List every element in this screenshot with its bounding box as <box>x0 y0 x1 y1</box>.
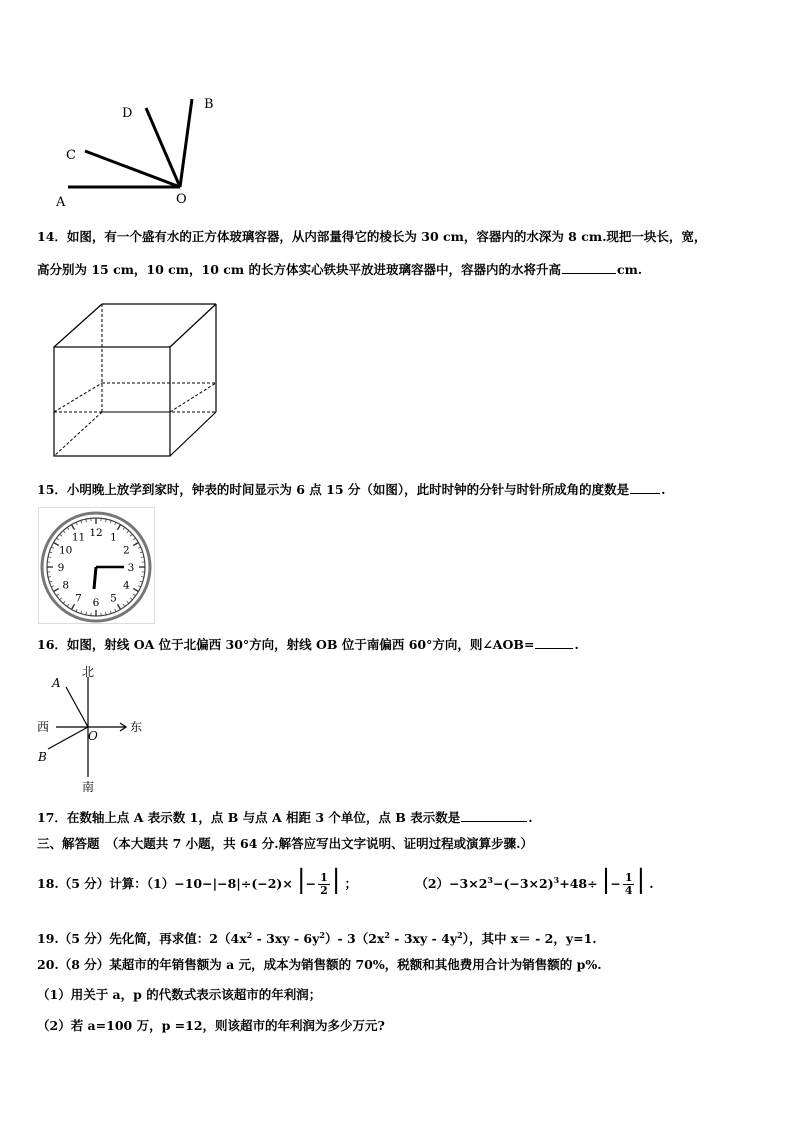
q18-paren-frac1: |− $\frac{1}{2}$ | <box>296 865 341 898</box>
clock-number: 2 <box>122 544 130 557</box>
question-20-part-2: （2）若 a=100 万，p =12，则该超市的年利润为多少万元? <box>37 1018 385 1033</box>
north-label: 北 <box>82 665 95 679</box>
clock-number: 1 <box>110 531 117 544</box>
origin-label: O <box>88 729 98 743</box>
clock-number: 3 <box>127 562 135 574</box>
answer-blank-17[interactable] <box>461 809 527 822</box>
q18-expr1: −10−|−8|÷(−2)× <box>174 876 293 892</box>
q17-end: . <box>528 810 533 825</box>
east-label: 东 <box>130 720 143 734</box>
ray-b-label: B <box>38 750 47 764</box>
clock-number: 6 <box>92 597 100 609</box>
question-20: 20.（8 分）某超市的年销售额为 a 元，成本为销售额的 70%，税额和其他费用合计为销售额的 p%. <box>37 957 602 972</box>
question-19: 19.（5 分）先化简，再求值：$2(4x^2 - 3xy - 6y^2)-$ $3(2x^2 - 3xy - 4y^2)$，其中 x＝ - 2，y=1. <box>37 930 597 947</box>
clock-number: 8 <box>62 579 70 592</box>
q18-part2: （2） <box>415 876 450 892</box>
q16-text: 16．如图，射线 OA 位于北偏西 30°方向，射线 OB 位于南偏西 60°方向，则∠AOB= <box>37 637 535 652</box>
ray-a-label: A <box>52 676 61 690</box>
compass-direction-figure <box>34 663 149 795</box>
clock-number: 4 <box>122 579 130 592</box>
question-20-part-1: （1）用关于 a，p 的代数式表示该超市的年利润； <box>37 987 322 1002</box>
clock-number: 5 <box>110 592 117 605</box>
q14-unit: cm. <box>616 262 643 277</box>
q15-end: . <box>661 482 666 497</box>
question-17 <box>37 809 533 826</box>
clock-number: 11 <box>71 531 86 544</box>
angle-rays-figure <box>50 90 230 215</box>
clock-number: 12 <box>89 527 103 539</box>
label-o: O <box>176 192 187 207</box>
clock-figure <box>38 507 155 624</box>
q15-text: 15．小明晚上放学到家时，钟表的时间显示为 6 点 15 分（如图），此时时钟的分针与时针所成角的度数是 <box>37 482 630 497</box>
q14-text: 高分别为 15 cm，10 cm，10 cm 的长方体实心铁块平放进玻璃容器中，容器内的水将升高 <box>37 262 561 277</box>
q17-text: 17．在数轴上点 A 表示数 1，点 B 与点 A 相距 3 个单位，点 B 表示数是 <box>37 810 461 825</box>
hour-hand <box>94 567 96 589</box>
q18-paren-frac2: |− $\frac{1}{4}$ | <box>601 865 646 898</box>
clock-number: 7 <box>75 592 82 605</box>
question-15 <box>37 481 666 498</box>
label-d: D <box>122 106 133 121</box>
label-c: C <box>66 148 76 163</box>
question-14-line1: 14．如图，有一个盛有水的正方体玻璃容器，从内部量得它的棱长为 30 cm，容器内的水深为 8 cm.现把一块长，宽， <box>37 229 707 244</box>
answer-blank-15[interactable] <box>630 481 660 494</box>
cube-container-figure <box>50 300 225 460</box>
section-3-heading: 三、解答题 （本大题共 7 小题，共 64 分.解答应写出文字说明、证明过程或演算步骤.） <box>37 836 533 851</box>
question-18: 18.（5 分）计算：（1）−10−|−8|÷(−2)× |− $\frac{1}{2}$ | ； $(2)-3\times 2^3-(-3\times 2)^3+48\div$ |− $\frac{1}{4}$ | . <box>37 865 654 898</box>
west-label: 西 <box>37 720 50 734</box>
question-14-line2 <box>37 261 642 278</box>
q18-sep1: ； <box>344 876 357 892</box>
south-label: 南 <box>82 780 95 794</box>
label-b: B <box>204 97 214 112</box>
label-a: A <box>56 195 66 210</box>
clock-number: 9 <box>57 562 65 574</box>
q16-end: . <box>574 637 579 652</box>
answer-blank-14[interactable] <box>562 261 616 274</box>
question-16 <box>37 636 579 653</box>
clock-number: 10 <box>59 544 73 557</box>
answer-blank-16[interactable] <box>535 636 573 649</box>
q18-prefix: 18.（5 分）计算：（1） <box>37 876 175 892</box>
